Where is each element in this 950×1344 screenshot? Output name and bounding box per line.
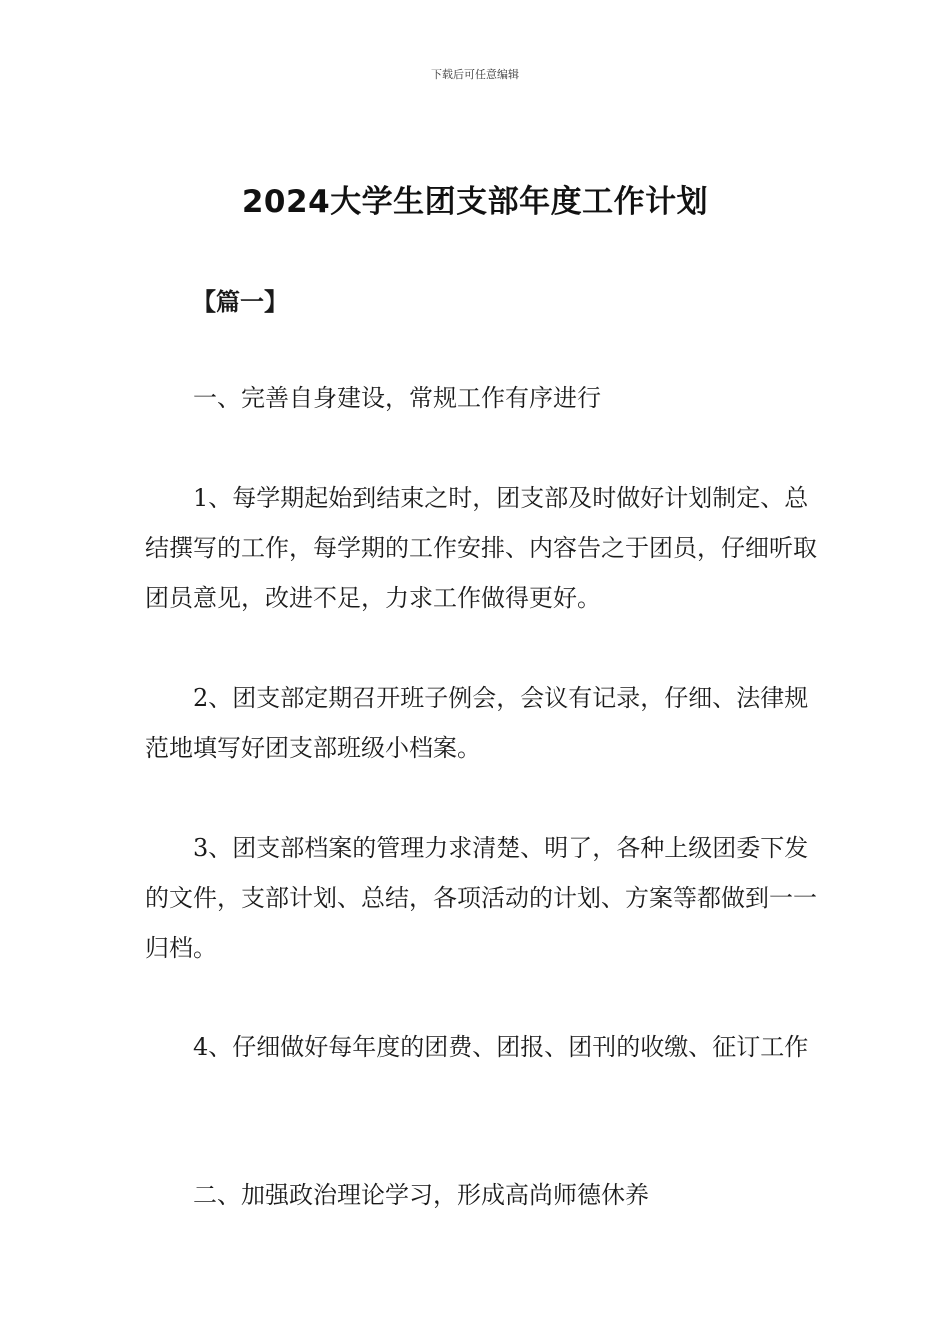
- paragraph-item-3: 3、团支部档案的管理力求清楚、明了，各种上级团委下发的文件，支部计划、总结，各项活动的计划、方案等都做到一一归档。: [145, 834, 817, 962]
- header-note: 下载后可任意编辑: [431, 68, 519, 81]
- heading-one: 一、完善自身建设，常规工作有序进行: [193, 384, 601, 412]
- paragraph-item-1: 1、每学期起始到结束之时，团支部及时做好计划制定、总结撰写的工作，每学期的工作安排、内容告之于团员，仔细听取团员意见，改进不足，力求工作做得更好。: [145, 484, 817, 612]
- paragraph-item-2: 2、团支部定期召开班子例会，会议有记录，仔细、法律规范地填写好团支部班级小档案。: [145, 684, 809, 762]
- heading-two: 二、加强政治理论学习，形成高尚师德休养: [193, 1181, 649, 1209]
- section-label: 【篇一】: [192, 288, 288, 316]
- paragraph-item-4: 4、仔细做好每年度的团费、团报、团刊的收缴、征订工作: [193, 1033, 809, 1061]
- document-title: 2024大学生团支部年度工作计划: [241, 184, 709, 220]
